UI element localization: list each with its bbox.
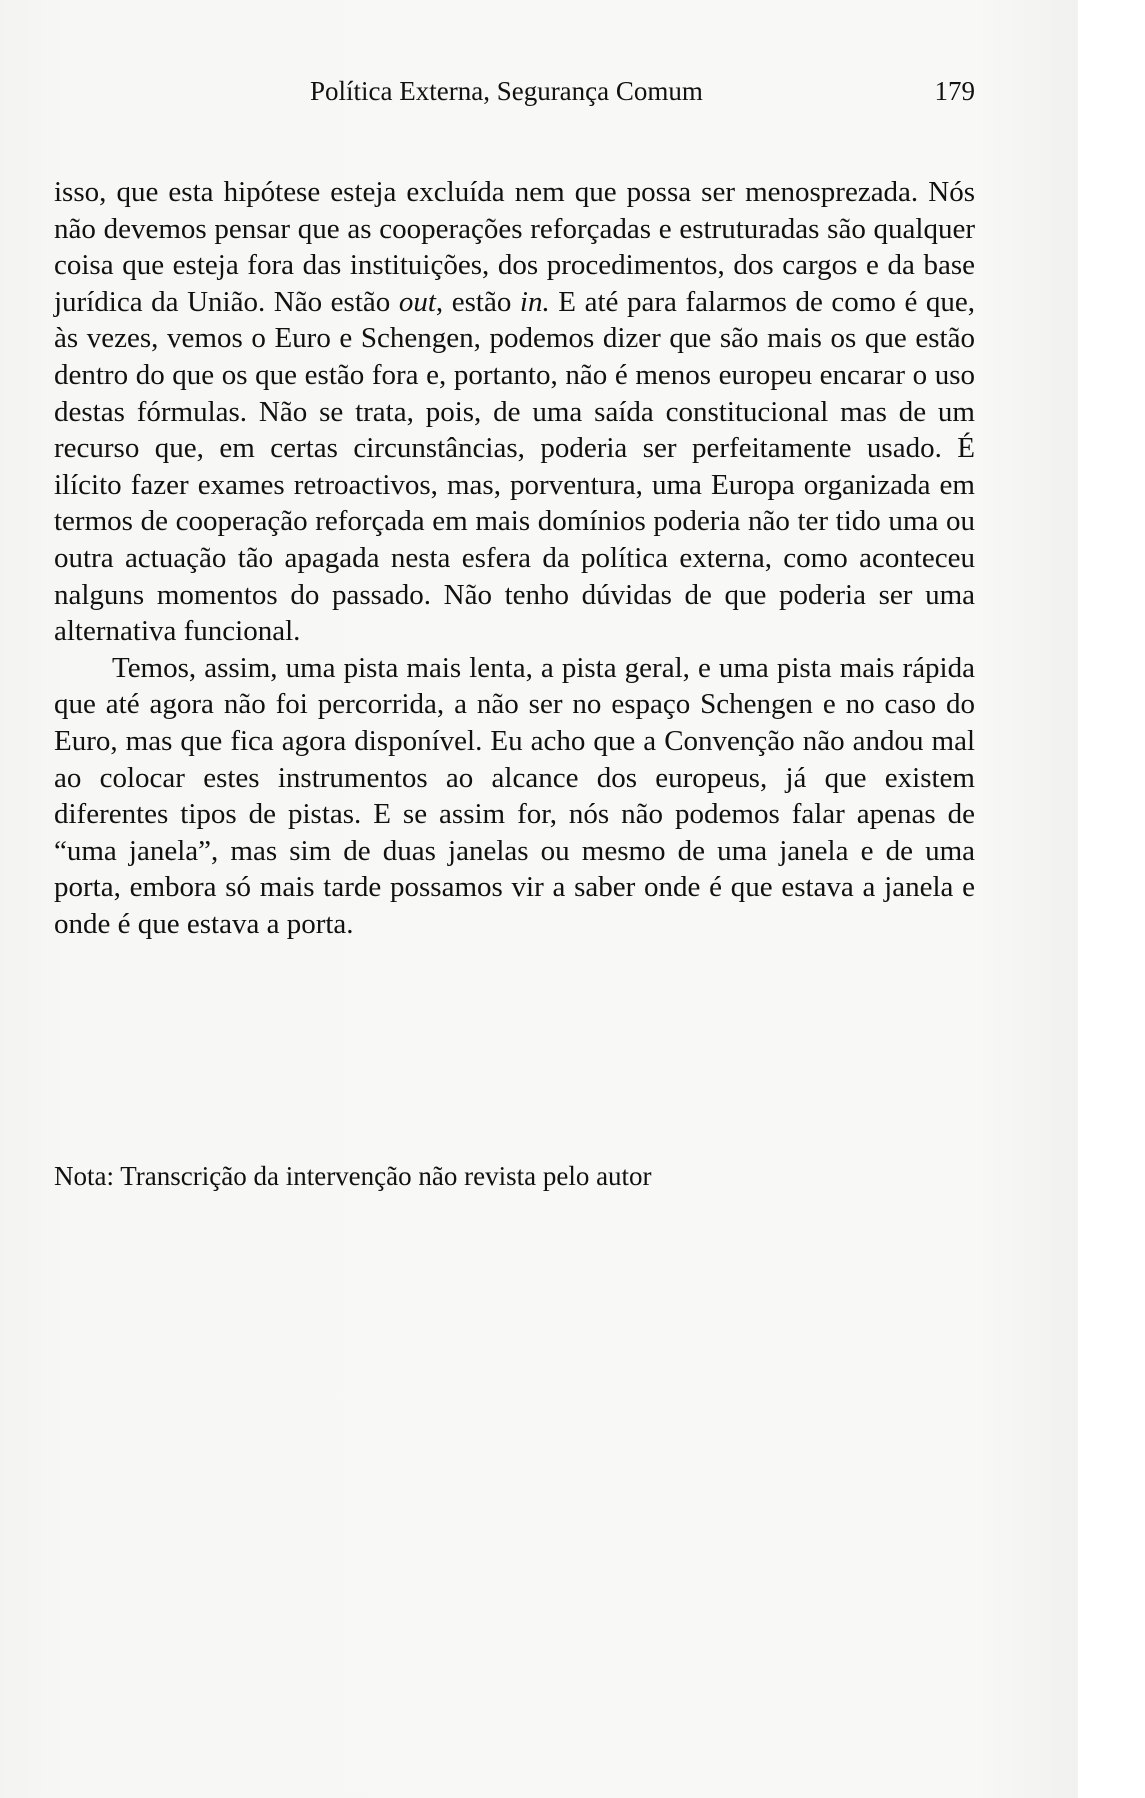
paragraph-1 [54, 174, 975, 650]
running-title: Política Externa, Segurança Comum [310, 76, 703, 106]
page-header [54, 76, 975, 116]
page-number: 179 [934, 76, 975, 106]
page-margin-edge [1078, 0, 1145, 1798]
paragraph-1-text-b: , estão [435, 285, 520, 318]
italic-word-out: out [398, 285, 436, 318]
paragraph-1-text-a: isso, que esta hipótese esteja excluída nem que possa ser menosprezada. Nós não devemos pensar que as cooperações reforçadas e estruturadas são qualquer coisa que esteja fora das instituições, dos procedimentos, dos cargos e da base jurídica da União. Não estão [54, 176, 975, 318]
paragraph-2: Temos, assim, uma pista mais lenta, a pista geral, e uma pista mais rápida que até agora não foi percorrida, a não ser no espaço Schengen e no caso do Euro, mas que fica agora disponível. Eu acho que a Convenção não andou mal ao colocar estes instrumentos ao alcance dos europeus, já que existem diferentes tipos de pistas. E se assim for, nós não podemos falar apenas de “uma janela”, mas sim de duas janelas ou mesmo de uma janela e de uma porta, embora só mais tarde possamos vir a saber onde é que estava a janela e onde é que estava a porta. [54, 651, 975, 940]
paragraph-1-text-c: E até para falarmos de como é que, às vezes, vemos o Euro e Schengen, podemos dizer que são mais os que estão dentro do que os que estão fora e, portanto, não é menos europeu encarar o uso destas fórmulas. Não se trata, pois, de uma saída constitucional mas de um recurso que, em certas circunstâncias, poderia ser perfeitamente usado. É ilícito fazer exames retroactivos, mas, porventura, uma Europa organizada em termos de cooperação reforçada em mais domínios poderia não ter tido uma ou outra actuação tão apagada nesta esfera da política externa, como aconteceu nalguns momentos do passado. Não tenho dúvidas de que poderia ser uma alternativa funcional. [54, 285, 976, 648]
transcription-note: Nota: Transcrição da intervenção não revista pelo autor [54, 1161, 652, 1191]
body-text [54, 174, 975, 942]
italic-word-in: in. [519, 285, 550, 318]
